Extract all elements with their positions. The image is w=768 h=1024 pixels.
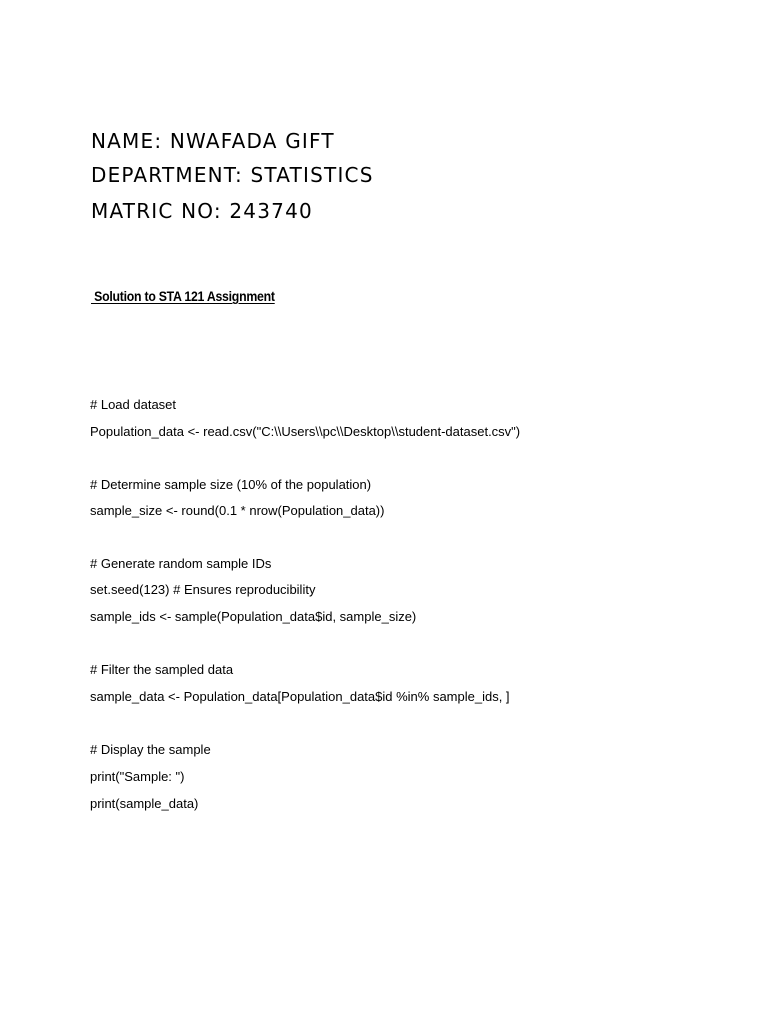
code-line-print-label: print("Sample: ") xyxy=(90,769,185,784)
code-comment-display: # Display the sample xyxy=(90,742,211,757)
code-comment-sample-size: # Determine sample size (10% of the population) xyxy=(90,477,372,492)
code-comment-load-dataset: # Load dataset xyxy=(90,397,177,412)
student-name: NAME: NWAFADA GIFT xyxy=(91,129,335,153)
code-line-set-seed: set.seed(123) # Ensures reproducibility xyxy=(90,582,316,597)
code-comment-random-ids: # Generate random sample IDs xyxy=(90,556,272,571)
student-matric-number: MATRIC NO: 243740 xyxy=(91,199,313,223)
code-line-print-data: print(sample_data) xyxy=(90,796,199,811)
student-department: DEPARTMENT: STATISTICS xyxy=(91,163,374,187)
code-line-sample-ids: sample_ids <- sample(Population_data$id, sample_size) xyxy=(90,609,417,624)
code-line-sample-data: sample_data <- Population_data[Population_data$id %in% sample_ids, ] xyxy=(90,689,510,704)
code-comment-filter: # Filter the sampled data xyxy=(90,662,234,677)
assignment-title: Solution to STA 121 Assignment xyxy=(91,288,275,304)
code-line-read-csv: Population_data <- read.csv("C:\\Users\\pc\\Desktop\\student-dataset.csv") xyxy=(90,424,521,439)
code-line-sample-size: sample_size <- round(0.1 * nrow(Population_data)) xyxy=(90,503,385,518)
